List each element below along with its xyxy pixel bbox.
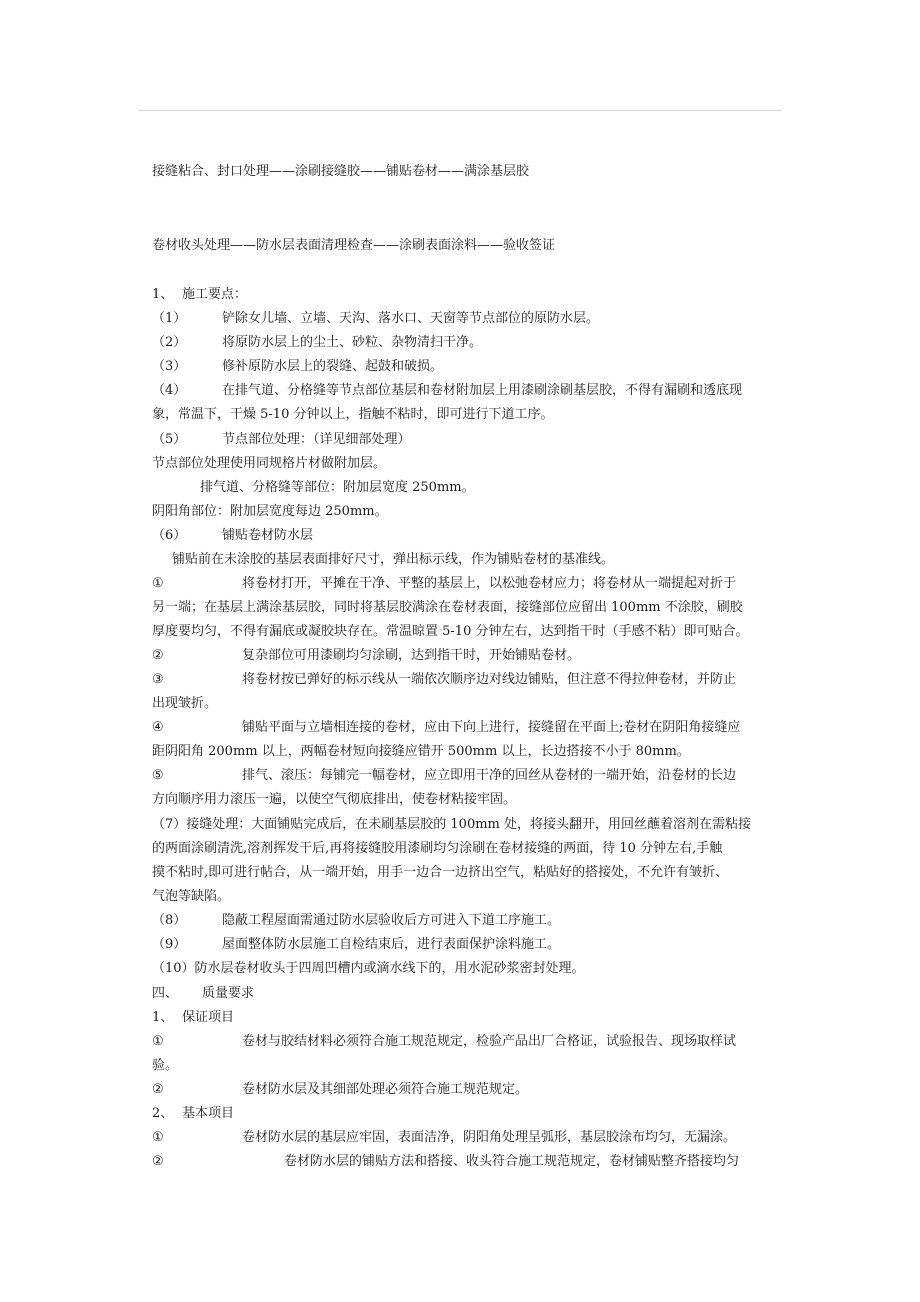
item-text: 屋面整体防水层施工自检结束后，进行表面保护涂料施工。 [222,937,561,952]
node-note-3: 阴阳角部位：附加层宽度每边 250mm。 [152,504,388,519]
header-rule [138,110,782,111]
item-label: （5） [152,432,187,447]
step-mark: ① [152,576,164,591]
step-mark: ⑤ [152,768,164,783]
step-1-continued-2: 厚度要均匀，不得有漏底或凝胶块存在。常温晾置 5-10 分钟左右，达到指干时（手感不粘）即可贴合。 [152,624,749,639]
item-7-continued-2: 摸不粘时,即可进行帖合，从一端开始，用手一边合一边挤出空气，粘贴好的搭接处，不允许有皱折、 [152,865,729,880]
item-text: 在排气道、分格缝等节点部位基层和卷材附加层上用漆刷涂刷基层胶，不得有漏刷和透底现 [222,383,743,398]
item-label: （3） [152,359,187,374]
subsection-basic [152,1104,772,1124]
item-2 [152,333,772,353]
step-mark: ③ [152,672,164,687]
item-6-intro: 铺贴前在未涂胶的基层表面排好尺寸，弹出标示线，作为铺贴卷材的基准线。 [172,552,615,567]
step-5-continued: 方向顺序用力滚压一遍，以使空气彻底排出，使卷材粘接牢固。 [152,792,517,807]
guarantee-item-2 [152,1080,772,1100]
step-1 [152,574,772,594]
item-3 [152,357,772,377]
section-heading-quality [152,984,772,1004]
item-label: （6） [152,528,187,543]
item-1 [152,309,772,329]
step-2 [152,646,772,666]
step-3-continued: 出现皱折。 [152,696,218,711]
step-text: 将卷材打开，平摊在干净、平整的基层上，以松弛卷材应力；将卷材从一端提起对折于 [242,576,737,591]
step-text: 卷材防水层的基层应牢固，表面洁净，阴阳角处理呈弧形，基层胶涂布均匀，无漏涂。 [242,1130,737,1145]
item-9 [152,935,772,955]
step-text: 卷材防水层的铺贴方法和搭接、收头符合施工规范规定，卷材铺贴整齐搭接均匀 [284,1154,740,1169]
item-text: 修补原防水层上的裂缝、起鼓和破损。 [222,359,444,374]
item-10: （10）防水层卷材收头于四周凹槽内或滴水线下的，用水泥砂浆密封处理。 [152,961,585,976]
node-note-1: 节点部位处理使用同规格片材做附加层。 [152,456,387,471]
guarantee-item-1 [152,1032,772,1052]
step-5 [152,766,772,786]
item-4-continued: 象，常温下，干燥 5-10 分钟以上，指触不粘时，即可进行下道工序。 [152,407,554,422]
item-7-continued: 的两面涂刷清洗,溶剂挥发干后,再将接缝胶用漆刷均匀涂刷在卷材接缝的两面，待 10 分钟左右,手触 [152,841,723,856]
item-4 [152,381,772,401]
basic-item-1 [152,1128,772,1148]
section-title: 质量要求 [202,986,255,1001]
subsection-number: 1、 [152,1010,174,1025]
item-5 [152,430,772,450]
step-text: 卷材防水层及其细部处理必须符合施工规范规定。 [242,1082,529,1097]
step-1-continued: 另一端；在基层上满涂基层胶，同时将基层胶满涂在卷材表面，接缝部位应留出 100mm 不涂胶，刷胶 [152,600,743,615]
section-number: 四、 [152,986,179,1001]
step-text: 将卷材按已弹好的标示线从一端依次顺序边对线边铺贴，但注意不得拉伸卷材，并防止 [242,672,737,687]
step-4 [152,718,772,738]
step-text: 铺贴平面与立墙相连接的卷材，应由下向上进行，接缝留在平面上;卷材在阴阳角接缝应 [242,720,741,735]
item-8 [152,911,772,931]
step-text: 卷材与胶结材料必须符合施工规范规定，检验产品出厂合格证，试验报告、现场取样试 [242,1034,737,1049]
subsection-title: 保证项目 [182,1010,235,1025]
subsection-number: 2、 [152,1106,174,1121]
step-3 [152,670,772,690]
step-4-continued: 距阴阳角 200mm 以上，两幅卷材短向接缝应错开 500mm 以上，长边搭接不小于 80mm。 [152,744,690,759]
item-text: 节点部位处理：（详见细部处理） [222,432,411,447]
section-title: 施工要点： [182,287,248,302]
guarantee-item-1-continued: 验。 [152,1058,179,1073]
step-mark: ① [152,1130,164,1145]
item-text: 隐蔽工程屋面需通过防水层验收后方可进入下道工序施工。 [222,913,561,928]
item-7-continued-3: 气泡等缺陷。 [152,889,231,904]
node-note-2: 排气道、分格缝等部位：附加层宽度 250mm。 [200,480,475,495]
item-text: 将原防水层上的尘土、砂粒、杂物清扫干净。 [222,335,483,350]
section-number: 1、 [152,287,174,302]
item-text: 铺贴卷材防水层 [222,528,314,543]
item-text: 铲除女儿墙、立墙、天沟、落水口、天窗等节点部位的原防水层。 [222,311,600,326]
item-label: （1） [152,311,187,326]
step-mark: ② [152,1154,164,1169]
step-text: 排气、滚压：每铺完一幅卷材，应立即用干净的回丝从卷材的一端开始，沿卷材的长边 [242,768,737,783]
basic-item-2 [152,1152,772,1172]
step-text: 复杂部位可用漆刷均匀涂刷，达到指干时，开始铺贴卷材。 [242,648,581,663]
subsection-guarantee [152,1008,772,1028]
process-flow-line-2: 卷材收头处理——防水层表面清理检查——涂刷表面涂料——验收签证 [152,238,556,253]
item-label: （9） [152,937,187,952]
item-label: （4） [152,383,187,398]
step-mark: ④ [152,720,164,735]
step-mark: ② [152,648,164,663]
step-mark: ① [152,1034,164,1049]
process-flow-line-1: 接缝粘合、封口处理——涂刷接缝胶——铺贴卷材——满涂基层胶 [152,164,530,179]
section-heading-construction-points [152,285,772,305]
step-mark: ② [152,1082,164,1097]
subsection-title: 基本项目 [182,1106,235,1121]
item-6 [152,526,772,546]
item-7: （7）接缝处理：大面铺贴完成后，在未刷基层胶的 100mm 处，将接头翻开，用回丝蘸着溶剂在需粘接 [152,817,752,832]
item-label: （8） [152,913,187,928]
item-label: （2） [152,335,187,350]
